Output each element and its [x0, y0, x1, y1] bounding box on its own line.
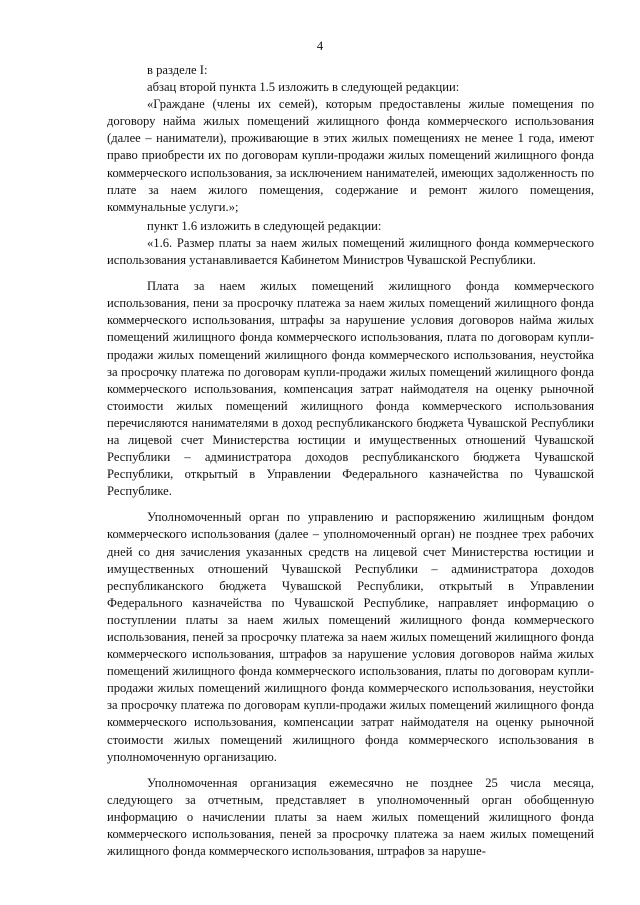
paragraph-authorized-body: Уполномоченный орган по управлению и распоряжению жилищным фондом коммерческого использования (далее – уполномоченный орган) не позднее трех рабочих дней со дня зачисления указанных средств на лицевой счет Министерства юстиции и имущественных отношений Чувашской Республики – администратора доходов республиканского бюджета Чувашской Республики, открытый в Управлении Федерального казначейства по Чувашской Республике, направляет информацию о поступлении платы за наем жилых помещений жилищного фонда коммерческого использования, пеней за просрочку платежа за наем жилых помещений жилищного фонда коммерческого использования, штрафов за нарушение условия договоров найма жилых помещений жилищного фонда коммерческого использования, платы по договорам купли-продажи жилых помещений жилищного фонда коммерческого использования, неустойки за просрочку платежа по договорам купли-продажи жилых помещений жилищного фонда коммерческого использования, компенсации затрат наймодателя на оценку рыночной стоимости жилых помещений жилищного фонда коммерческого использования в уполномоченную организацию. [107, 510, 594, 764]
document-body [107, 62, 594, 860]
paragraph-payment-transfer: Плата за наем жилых помещений жилищного фонда коммерческого использования, пени за просрочку платежа за наем жилых помещений жилищного фонда коммерческого использования, штрафы за нарушение условия договоров найма жилых помещений жилищного фонда коммерческого использования, плата по договорам купли-продажи жилых помещений жилищного фонда коммерческого использования, неустойка за просрочку платежа по договорам купли-продажи жилых помещений жилищного фонда коммерческого использования, компенсация затрат наймодателя на оценку рыночной стоимости жилых помещений жилищного фонда коммерческого использования перечисляются нанимателями в доход республиканского бюджета Чувашской Республики на лицевой счет Министерства юстиции и имущественных отношений Чувашской Республики – администратора доходов республиканского бюджета Чувашской Республики, открытый в Управлении Федерального казначейства по Чувашской Республике. [107, 279, 594, 499]
amendment-text-1-6: «1.6. Размер платы за наем жилых помещений жилищного фонда коммерческого использования устанавливается Кабинетом Министров Чувашской Республики. [107, 235, 594, 268]
paragraph-authorized-organization: Уполномоченная организация ежемесячно не позднее 25 числа месяца, следующего за отчетным, представляет в уполномоченный орган обобщенную информацию о начислении платы за наем жилых помещений жилищного фонда коммерческого использования, пеней за просрочку платежа за наем жилых помещений жилищного фонда коммерческого использования, штрафов за наруше- [107, 775, 594, 859]
section-intro: в разделе I: [147, 63, 208, 77]
amendment-instruction-1-5: абзац второй пункта 1.5 изложить в следующей редакции: [147, 80, 460, 95]
amendment-text-1-5: «Граждане (члены их семей), которым предоставлены жилые помещения по договору найма жилых помещений жилищного фонда коммерческого использования (далее – наниматели), проживающие в этих жилых помещениях не менее 1 года, имеют право приобрести их по договорам купли-продажи жилых помещений жилищного фонда коммерческого использования, за исключением нанимателей, имеющих задолженность по плате за наем жилого помещения, содержание и ремонт жилого помещения, коммунальные услуги.»; [107, 97, 594, 214]
amendment-instruction-1-6: пункт 1.6 изложить в следующей редакции: [147, 218, 382, 233]
page-number: 4 [316, 39, 324, 53]
